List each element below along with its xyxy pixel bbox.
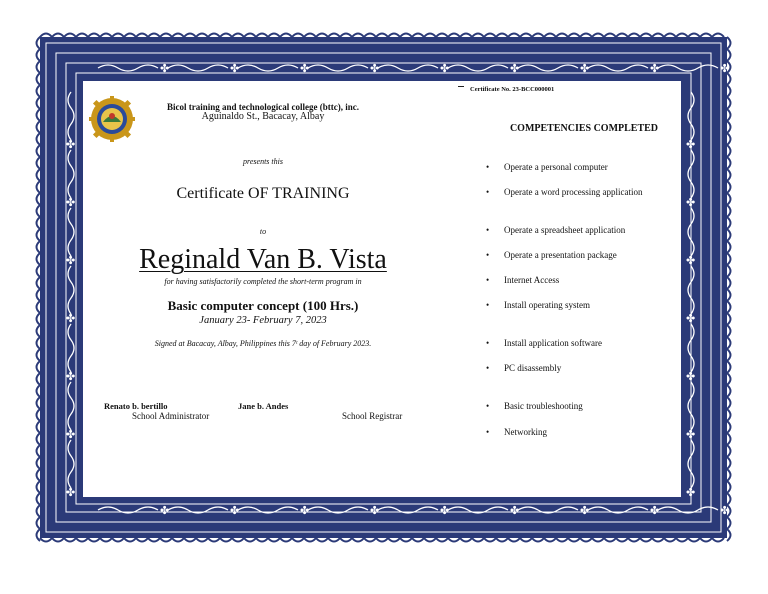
scallop-ornament <box>592 538 604 542</box>
scallop-ornament <box>37 85 41 97</box>
scallop-ornament <box>727 157 731 169</box>
scallop-ornament <box>37 193 41 205</box>
fleur-ornament-icon: ✤ <box>440 62 450 75</box>
fleur-ornament-icon: ✤ <box>686 312 696 325</box>
scallop-ornament <box>172 538 184 542</box>
scallop-ornament <box>304 34 316 38</box>
fleur-ornament-icon: ✤ <box>66 196 76 209</box>
scallop-ornament <box>712 538 724 542</box>
scallop-ornament <box>388 34 400 38</box>
scallop-ornament <box>568 34 580 38</box>
scallop-ornament <box>328 538 340 542</box>
scallop-ornament <box>148 538 160 542</box>
scallop-ornament <box>37 49 41 61</box>
scallop-ornament <box>688 538 700 542</box>
scallop-ornament <box>496 34 508 38</box>
scallop-ornament <box>616 538 628 542</box>
scallop-ornament <box>37 433 41 445</box>
scallop-ornament <box>136 538 148 542</box>
scallop-ornament <box>184 538 196 542</box>
scallop-ornament <box>532 34 544 38</box>
scallop-ornament <box>712 34 724 38</box>
fleur-ornament-icon: ✤ <box>160 62 170 75</box>
fleur-ornament-icon: ✤ <box>66 486 76 499</box>
scallop-ornament <box>37 37 41 49</box>
scallop-ornament <box>220 538 232 542</box>
scallop-ornament <box>544 34 556 38</box>
scallop-ornament <box>37 265 41 277</box>
scallop-ornament <box>232 34 244 38</box>
scallop-ornament <box>64 34 76 38</box>
competency-label: Operate a spreadsheet application <box>504 225 626 235</box>
fleur-ornament-icon: ✤ <box>230 504 240 517</box>
scallop-ornament <box>436 34 448 38</box>
scallop-ornament <box>568 538 580 542</box>
scallop-ornament <box>340 34 352 38</box>
scallop-ornament <box>424 34 436 38</box>
scallop-ornament <box>37 361 41 373</box>
scallop-ornament <box>364 34 376 38</box>
scallop-ornament <box>208 34 220 38</box>
fleur-ornament-icon: ✤ <box>66 312 76 325</box>
scallop-ornament <box>412 538 424 542</box>
signatory-2-name: Jane b. Andes <box>238 401 289 411</box>
scallop-ornament <box>292 538 304 542</box>
scallop-ornament <box>727 265 731 277</box>
scallop-ornament <box>727 193 731 205</box>
scallop-ornament <box>196 538 208 542</box>
bullet-icon: • <box>486 427 490 437</box>
scallop-ornament <box>727 373 731 385</box>
fleur-ornament-icon: ✤ <box>66 428 76 441</box>
scallop-ornament <box>727 313 731 325</box>
scallop-ornament <box>292 34 304 38</box>
scallop-ornament <box>727 289 731 301</box>
scallop-ornament <box>676 538 688 542</box>
scallop-ornament <box>37 73 41 85</box>
scallop-ornament <box>727 337 731 349</box>
scallop-ornament <box>124 34 136 38</box>
scallop-ornament <box>556 34 568 38</box>
scallop-ornament <box>37 373 41 385</box>
scallop-ornament <box>727 301 731 313</box>
scallop-ornament <box>244 34 256 38</box>
scallop-ornament <box>37 205 41 217</box>
competency-label: Operate a presentation package <box>504 250 617 260</box>
scallop-ornament <box>556 538 568 542</box>
institution-name: Bicol training and technological college (bttc), inc. <box>167 102 359 112</box>
scallop-ornament <box>727 529 731 541</box>
scallop-ornament <box>436 538 448 542</box>
scallop-ornament <box>400 34 412 38</box>
scallop-ornament <box>196 34 208 38</box>
competency-label: Networking <box>504 427 547 437</box>
scallop-ornament <box>484 34 496 38</box>
scallop-ornament <box>37 229 41 241</box>
program-dates: January 23- February 7, 2023 <box>199 315 327 326</box>
scallop-ornament <box>460 538 472 542</box>
scallop-ornament <box>520 34 532 38</box>
scallop-ornament <box>100 34 112 38</box>
scallop-ornament <box>727 217 731 229</box>
scallop-ornament <box>316 34 328 38</box>
program-name: Basic computer concept (100 Hrs.) <box>167 298 359 313</box>
scallop-ornament <box>112 34 124 38</box>
scallop-ornament <box>280 538 292 542</box>
scallop-ornament <box>52 34 64 38</box>
competency-label: Basic troubleshooting <box>504 401 583 411</box>
scallop-ornament <box>727 457 731 469</box>
fleur-ornament-icon: ✤ <box>300 504 310 517</box>
scallop-ornament <box>727 205 731 217</box>
scallop-ornament <box>37 457 41 469</box>
fleur-ornament-icon: ✤ <box>650 62 660 75</box>
scallop-ornament <box>388 538 400 542</box>
bullet-icon: • <box>486 250 490 260</box>
scallop-ornament <box>37 349 41 361</box>
scallop-ornament <box>37 181 41 193</box>
scallop-ornament <box>664 34 676 38</box>
bullet-icon: • <box>486 225 490 235</box>
scallop-ornament <box>37 217 41 229</box>
competency-label: Install application software <box>504 338 602 348</box>
scallop-ornament <box>37 145 41 157</box>
scallop-ornament <box>727 325 731 337</box>
scallop-ornament <box>727 133 731 145</box>
scallop-ornament <box>316 538 328 542</box>
scallop-ornament <box>208 538 220 542</box>
scallop-ornament <box>64 538 76 542</box>
scallop-ornament <box>37 121 41 133</box>
scallop-ornament <box>727 469 731 481</box>
signed-statement: Signed at Bacacay, Albay, Philippines this 7ᵗ day of February 2023. <box>154 339 372 348</box>
scallop-ornament <box>727 445 731 457</box>
scallop-ornament <box>532 538 544 542</box>
scallop-ornament <box>616 34 628 38</box>
scallop-ornament <box>37 253 41 265</box>
scallop-ornament <box>592 34 604 38</box>
scallop-ornament <box>37 469 41 481</box>
fleur-ornament-icon: ✤ <box>580 62 590 75</box>
scallop-ornament <box>424 538 436 542</box>
border-rule-line <box>76 73 691 504</box>
scallop-ornament <box>37 277 41 289</box>
completion-text: for having satisfactorily completed the short-term program in <box>164 277 362 286</box>
scallop-ornament <box>727 277 731 289</box>
scallop-ornament <box>88 538 100 542</box>
scallop-ornament <box>460 34 472 38</box>
fleur-ornament-icon: ✤ <box>686 196 696 209</box>
scallop-ornament <box>580 538 592 542</box>
scallop-ornament <box>508 538 520 542</box>
scallop-ornament <box>448 34 460 38</box>
scallop-ornament <box>727 385 731 397</box>
fleur-ornament-icon: ✤ <box>510 504 520 517</box>
scallop-ornament <box>496 538 508 542</box>
scallop-ornament <box>652 538 664 542</box>
scallop-ornament <box>727 241 731 253</box>
scallop-ornament <box>484 538 496 542</box>
scallop-ornament <box>37 529 41 541</box>
scallop-ornament <box>37 301 41 313</box>
scallop-ornament <box>268 34 280 38</box>
scallop-ornament <box>160 538 172 542</box>
to-label: to <box>259 227 267 236</box>
scallop-ornament <box>700 538 712 542</box>
scallop-ornament <box>268 538 280 542</box>
scallop-ornament <box>412 34 424 38</box>
scallop-ornament <box>727 145 731 157</box>
scallop-ornament <box>604 538 616 542</box>
scallop-ornament <box>37 421 41 433</box>
scallop-ornament <box>376 538 388 542</box>
bullet-icon: • <box>486 275 490 285</box>
scallop-ornament <box>37 481 41 493</box>
scallop-ornament <box>628 34 640 38</box>
scallop-ornament <box>256 34 268 38</box>
scallop-ornament <box>37 61 41 73</box>
scallop-ornament <box>604 34 616 38</box>
scallop-ornament <box>244 538 256 542</box>
scallop-ornament <box>112 538 124 542</box>
scallop-ornament <box>136 34 148 38</box>
scallop-ornament <box>520 538 532 542</box>
bullet-icon: • <box>486 187 490 197</box>
bullet-icon: • <box>486 338 490 348</box>
scallop-ornament <box>37 313 41 325</box>
bullet-icon: • <box>486 401 490 411</box>
scallop-ornament <box>40 34 52 38</box>
scallop-ornament <box>232 538 244 542</box>
fleur-ornament-icon: ✤ <box>686 254 696 267</box>
bullet-icon: • <box>486 363 490 373</box>
bullet-icon: • <box>486 162 490 172</box>
scallop-ornament <box>580 34 592 38</box>
scallop-ornament <box>280 34 292 38</box>
scallop-ornament <box>220 34 232 38</box>
recipient-name <box>94 244 432 276</box>
scallop-ornament <box>256 538 268 542</box>
scallop-ornament <box>76 538 88 542</box>
scallop-ornament <box>304 538 316 542</box>
scallop-ornament <box>676 34 688 38</box>
scallop-ornament <box>172 34 184 38</box>
scallop-ornament <box>727 253 731 265</box>
scallop-ornament <box>37 169 41 181</box>
scallop-ornament <box>37 157 41 169</box>
scallop-ornament <box>52 538 64 542</box>
fleur-ornament-icon: ✤ <box>66 138 76 151</box>
scallop-ornament <box>37 133 41 145</box>
scallop-ornament <box>400 538 412 542</box>
fleur-ornament-icon: ✤ <box>66 254 76 267</box>
scallop-ornament <box>37 385 41 397</box>
scallop-ornament <box>100 538 112 542</box>
scallop-ornament <box>352 34 364 38</box>
scallop-ornament <box>160 34 172 38</box>
scallop-ornament <box>727 169 731 181</box>
fleur-ornament-icon: ✤ <box>66 370 76 383</box>
competency-label: Operate a word processing application <box>504 187 643 197</box>
scallop-ornament <box>37 325 41 337</box>
competencies-heading: COMPETENCIES COMPLETED <box>509 123 659 134</box>
fleur-ornament-icon: ✤ <box>686 138 696 151</box>
scallop-ornament <box>364 538 376 542</box>
scallop-ornament <box>727 481 731 493</box>
fleur-ornament-icon: ✤ <box>160 504 170 517</box>
scallop-ornament <box>727 349 731 361</box>
fleur-ornament-icon: ✤ <box>580 504 590 517</box>
presents-text: presents this <box>243 157 283 166</box>
scallop-ornament <box>448 538 460 542</box>
fleur-ornament-icon: ✤ <box>370 504 380 517</box>
scallop-ornament <box>37 397 41 409</box>
fleur-ornament-icon: ✤ <box>686 486 696 499</box>
scallop-ornament <box>76 34 88 38</box>
competency-label: Internet Access <box>504 275 560 285</box>
scallop-ornament <box>652 34 664 38</box>
fleur-ornament-icon: ✤ <box>440 504 450 517</box>
competency-label: Install operating system <box>504 300 590 310</box>
scallop-ornament <box>727 229 731 241</box>
institution-address: Aguinaldo St., Bacacay, Albay <box>201 111 325 122</box>
scallop-ornament <box>727 409 731 421</box>
scallop-ornament <box>37 97 41 109</box>
scallop-ornament <box>727 181 731 193</box>
certificate-title: Certificate OF TRAINING <box>176 185 350 202</box>
scallop-ornament <box>37 109 41 121</box>
certificate-number-mark <box>458 86 464 87</box>
fleur-ornament-icon: ✤ <box>510 62 520 75</box>
scallop-ornament <box>328 34 340 38</box>
fleur-ornament-icon: ✤ <box>720 504 730 517</box>
scallop-ornament <box>37 241 41 253</box>
fleur-ornament-icon: ✤ <box>686 370 696 383</box>
scallop-ornament <box>727 97 731 109</box>
scallop-ornament <box>544 538 556 542</box>
signatory-1-title: School Administrator <box>132 411 210 421</box>
signatory-1-name: Renato b. bertillo <box>104 401 168 411</box>
scallop-ornament <box>640 538 652 542</box>
scallop-ornament <box>727 517 731 529</box>
scallop-ornament <box>37 517 41 529</box>
scallop-ornament <box>184 34 196 38</box>
scallop-ornament <box>727 433 731 445</box>
scallop-ornament <box>700 34 712 38</box>
scallop-ornament <box>37 337 41 349</box>
scallop-ornament <box>37 445 41 457</box>
scallop-ornament <box>664 538 676 542</box>
competency-label: Operate a personal computer <box>504 162 608 172</box>
scallop-ornament <box>352 538 364 542</box>
competency-label: PC disassembly <box>504 363 562 373</box>
scallop-ornament <box>628 538 640 542</box>
scallop-ornament <box>40 538 52 542</box>
scallop-ornament <box>472 34 484 38</box>
fleur-ornament-icon: ✤ <box>720 62 730 75</box>
bullet-icon: • <box>486 300 490 310</box>
fleur-ornament-icon: ✤ <box>686 428 696 441</box>
scallop-ornament <box>688 34 700 38</box>
scallop-ornament <box>727 361 731 373</box>
scallop-ornament <box>727 121 731 133</box>
fleur-ornament-icon: ✤ <box>300 62 310 75</box>
scallop-ornament <box>37 289 41 301</box>
scallop-ornament <box>640 34 652 38</box>
fleur-ornament-icon: ✤ <box>230 62 240 75</box>
recipient-name-text: Reginald Van B. Vista <box>139 244 387 275</box>
scallop-ornament <box>148 34 160 38</box>
certificate-number: Certificate No. 23-BCC000001 <box>470 86 555 93</box>
scallop-ornament <box>472 538 484 542</box>
scallop-ornament <box>37 505 41 517</box>
scallop-ornament <box>124 538 136 542</box>
scallop-ornament <box>727 397 731 409</box>
scallop-ornament <box>376 34 388 38</box>
fleur-ornament-icon: ✤ <box>370 62 380 75</box>
scallop-ornament <box>340 538 352 542</box>
scallop-ornament <box>727 49 731 61</box>
scallop-ornament <box>727 85 731 97</box>
scallop-ornament <box>37 493 41 505</box>
scallop-ornament <box>727 37 731 49</box>
scallop-ornament <box>508 34 520 38</box>
scallop-ornament <box>88 34 100 38</box>
scallop-ornament <box>727 421 731 433</box>
scallop-ornament <box>727 109 731 121</box>
signatory-2-title: School Registrar <box>342 411 403 421</box>
scallop-ornament <box>37 409 41 421</box>
fleur-ornament-icon: ✤ <box>650 504 660 517</box>
